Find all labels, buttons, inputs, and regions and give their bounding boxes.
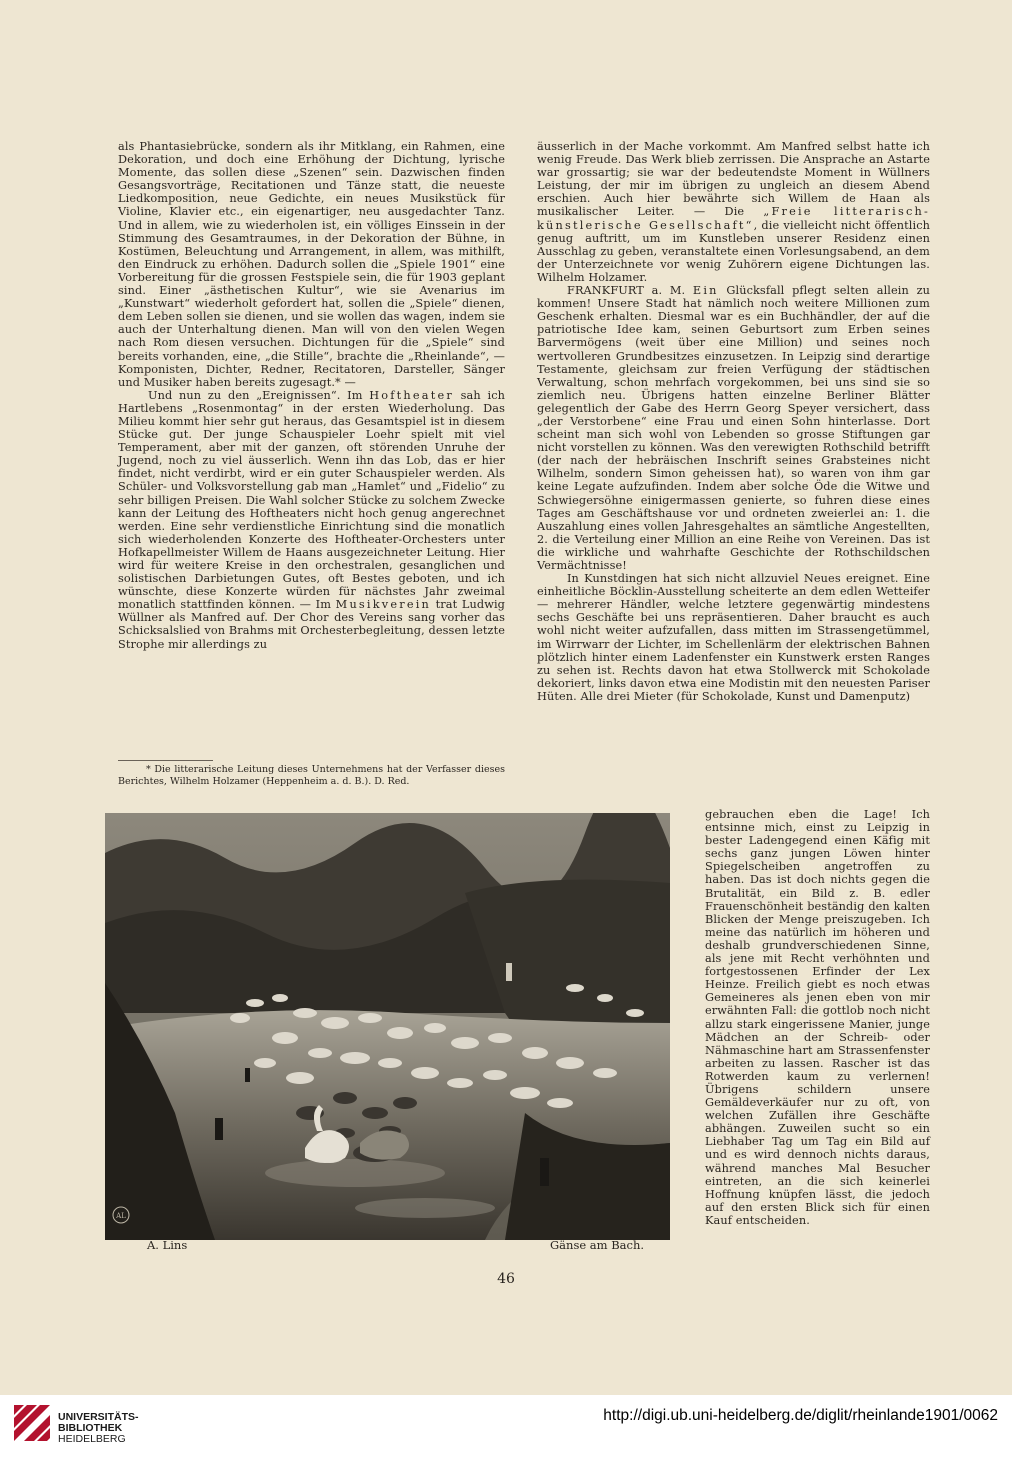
text-run: , die vielleicht nicht öffentlich genug auftritt, um im Kunstleben unserer Residenz einen Ausschlag zu geben, veranstaltete einen Vorlesungsabend, an dem der Unterzeichnete vor wenig Zuhörern eigene Dichtungen las. Wilhelm Holzamer. — [537, 218, 931, 284]
painting-image — [105, 813, 670, 1240]
painting-geese-at-brook — [105, 813, 670, 1240]
narrow-text-column — [705, 808, 930, 1227]
text-run: Glücksfall pflegt selten allein zu kommen! Unsere Stadt hat nämlich noch weitere Millionen zum Geschenk erhalten. Diesmal war es ein Buchhändler, der auf die patriotische Idee kam, seinen Geburtsort zum Erben seines Barvermögens (weit über eine Million) und seines noch wertvolleren Grundbesitzes einzusetzen. In Leipzig sind derartige Testamente, gleichsam zur freien Verfügung der städtischen Verwaltung, schon mehrfach vorgekommen, bei uns sind sie so ziemlich neu. Übrigens hatten einzelne Berliner Blätter gelegentlich der Gabe des Herrn Georg Speyer versichert, dass „der Verstorbene“ eine Frau und einen Sohn hinterlasse. Dort scheint man sich wohl von Lebenden so grosse Stiftungen gar nicht vorstellen zu können. Was den verewigten Rothschild betrifft (der nach der hebräischen Inschrift seines Grabsteines nicht Wilhelm, sondern Simon geheissen hat), so waren von ihm gar keine Legate aufzufinden. Indem aber solche Öde die Witwe und Schwiegersöhne einigermassen genierte, so fuhren diese eines Tages am Geschäftshause vor und ordneten zweierlei an: 1. die Auszahlung eines vollen Jahresgehaltes an sämtliche Angestellten, 2. die Verteilung einer Million an eine Reihe von Vereinen. Das ist die wirkliche und wahrhafte Geschichte der Rothschildschen Vermächtnisse! — [537, 284, 930, 572]
library-name — [58, 1412, 139, 1445]
paragraph — [537, 140, 930, 284]
paragraph: als Phantasiebrücke, sondern als ihr Mitklang, ein Rahmen, eine Dekoration, und doch eine Erhöhung der Dichtung, lyrische Momente, das sollen diese „Szenen“ sein. Dazwischen finden Gesangsvorträge, Recitationen und Tänze statt, die neueste Liedkomposition, neue Gedichte, ein neues Musikstück für Violine, Klavier etc., ein eigenartiger, neu ausgedachter Tanz. Und in allem, wie zu wiederholen ist, ein völliges Einssein in der Stimmung des Gesamtraumes, in der Dekoration der Bühne, in Kostümen, Beleuchtung und Arrangement, in allem, was mithilft, den Eindruck zu erhöhen. Dadurch sollen die „Spiele 1901“ eine Vorbereitung für die grossen Festspiele sein, die für 1903 geplant sind. Einer „ästhetischen Kultur“, wie sie Avenarius im „Kunstwart“ wiederholt gefordert hat, sollen die „Spiele“ dienen, dem Leben sollen sie dienen, und sie wollen das wagen, indem sie auch der Unterhaltung dienen. Man will von den vielen Wegen nach Rom diesen versuchen. Dichtungen für die „Spiele“ sind bereits vorhanden, eine, „die Stille“, brachte die „Rheinlande“, — Komponisten, Dichter, Redner, Recitatoren, Darsteller, Sänger und Musiker haben bereits zugesagt.* — — [118, 140, 505, 389]
text-run: Und nun zu den „Ereignissen“. Im — [148, 388, 370, 402]
text-run: FRANKFURT a. M. — [567, 284, 693, 298]
spaced-text: „Freie litterarisch-künstlerische Gesellschaft“ — [537, 205, 930, 232]
paragraph — [118, 389, 505, 651]
footnote-divider — [118, 760, 213, 761]
spaced-text: Musikverein — [335, 598, 432, 612]
footnote — [118, 764, 505, 787]
text-run: trat Ludwig Wüllner als Manfred auf. Der Chor des Vereins sang vorher das Schicksalslied von Brahms mit Orchesterbegleitung, dessen letzte Strophe mir allerdings zu — [118, 598, 506, 651]
footnote-text: * Die litterarische Leitung dieses Unternehmens hat der Verfasser dieses Berichtes, Wilhelm Holzamer (Heppenheim a. d. B.). D. Red. — [118, 764, 505, 787]
text-run: sah ich Hartlebens „Rosenmontag“ in der ersten Wiederholung. Das Milieu kommt hier sehr gut heraus, das Gesamtspiel ist in diesem Stücke gut. Der junge Schauspieler Loehr spielt mit viel Temperament, aber mit der ganzen, oft störenden Unruhe der Jugend, noch zu viel äusserlich. Wenn ihn das Lob, das er hier findet, nicht verdirbt, wird er ein guter Schauspieler werden. Als Schüler- und Volksvorstellung gab man „Hamlet“ und „Fidelio“ zu sehr billigen Preisen. Die Wahl solcher Stücke zu solchem Zwecke kann der Leitung des Hoftheaters nicht hoch genug angerechnet werden. Eine sehr verdienstliche Einrichtung sind die monatlich sich wiederholenden Konzerte des Hoftheater-Orchesters unter Hofkapellmeister Willem de Haans ausgezeichneter Leitung. Hier wird für weitere Kreise in den orchestralen, gesanglichen und solistischen Darbietungen Gutes, oft Bestes geboten, und ich wünschte, diese Konzerte würden für nächstes Jahr zweimal monatlich stattfinden können. — Im — [118, 388, 505, 612]
paragraph: gebrauchen eben die Lage! Ich entsinne mich, einst zu Leipzig in bester Ladengegend einen Käfig mit sechs ganz jungen Löwen hinter Spiegelscheiben angetroffen zu haben. Das ist doch nichts gegen die Brutalität, ein Bild z. B. edler Frauenschönheit beständig den kalten Blicken der Menge preiszugeben. Ich meine das natürlich im höheren und deshalb grundverschiedenen Sinne, als jene mit Recht verhöhnten und fortgestossenen Erfinder der Lex Heinze. Freilich giebt es noch etwas Gemeineres als jenen eben von mir erwähnten Fall: die gottlob noch nicht allzu stark eingerissene Manier, junge Mädchen an der Schreib- oder Nähmaschine hart am Strassenfenster arbeiten zu lassen. Rascher ist das Rotwerden kaum zu verlernen! Übrigens schildern unsere Gemäldeverkäufer nur zu oft, von welchen Zufällen ihre Geschäfte abhängen. Zuweilen sucht so ein Liebhaber Tag um Tag ein Bild auf und es wird dennoch nichts daraus, während manches Mal Besucher eintreten, an die sich keinerlei Hoffnung knüpfen lässt, die jedoch auf den ersten Blick sich für einen Kauf entscheiden. — [705, 808, 930, 1227]
right-text-column — [537, 140, 930, 703]
paragraph — [537, 284, 930, 572]
library-footer — [0, 1395, 1012, 1467]
caption-artist: A. Lins — [147, 1238, 188, 1252]
page-number: 46 — [497, 1271, 515, 1287]
library-name-line: UNIVERSITÄTS- — [58, 1411, 139, 1423]
library-name-line: HEIDELBERG — [58, 1433, 126, 1445]
spaced-text: Hoftheater — [369, 388, 454, 402]
library-logo-icon — [14, 1405, 50, 1441]
source-url-link[interactable]: http://digi.ub.uni-heidelberg.de/diglit/rheinlande1901/0062 — [603, 1407, 998, 1424]
paragraph: In Kunstdingen hat sich nicht allzuviel Neues ereignet. Eine einheitliche Böcklin-Ausstellung scheiterte an dem edlen Wetteifer — mehrerer Händler, welche letztere gegenwärtig mindestens sechs Geschäfte bei uns repräsentieren. Daher braucht es auch wohl nicht weiter aufzufallen, dass mitten im Strassengetümmel, im Wirrwarr der Lichter, im Schellenlärm der elektrischen Bahnen plötzlich hinter einem Ladenfenster ein Kunstwerk ersten Ranges zu sehen ist. Rechts davon hat etwa Stollwerck mit Schokolade dekoriert, links davon etwa eine Modistin mit den neuesten Pariser Hüten. Alle drei Mieter (für Schokolade, Kunst und Damenputz) — [537, 572, 930, 703]
text-run: äusserlich in der Mache vorkommt. Am Manfred selbst hatte ich wenig Freude. Das Werk blieb zerrissen. Die Ansprache an Astarte war grossartig; sie war der bedeutendste Moment in Wüllners Leistung, der mir im übrigen zu ungleich an diesem Abend erschien. Auch hier bewährte sich Willem de Haan als musikalischer Leiter. — Die — [537, 140, 930, 219]
library-name-line: BIBLIOTHEK — [58, 1422, 123, 1434]
painting-monogram: AL — [116, 1212, 126, 1220]
left-text-column — [118, 140, 505, 651]
spaced-text: Ein — [692, 284, 719, 298]
caption-title: Gänse am Bach. — [550, 1238, 645, 1252]
